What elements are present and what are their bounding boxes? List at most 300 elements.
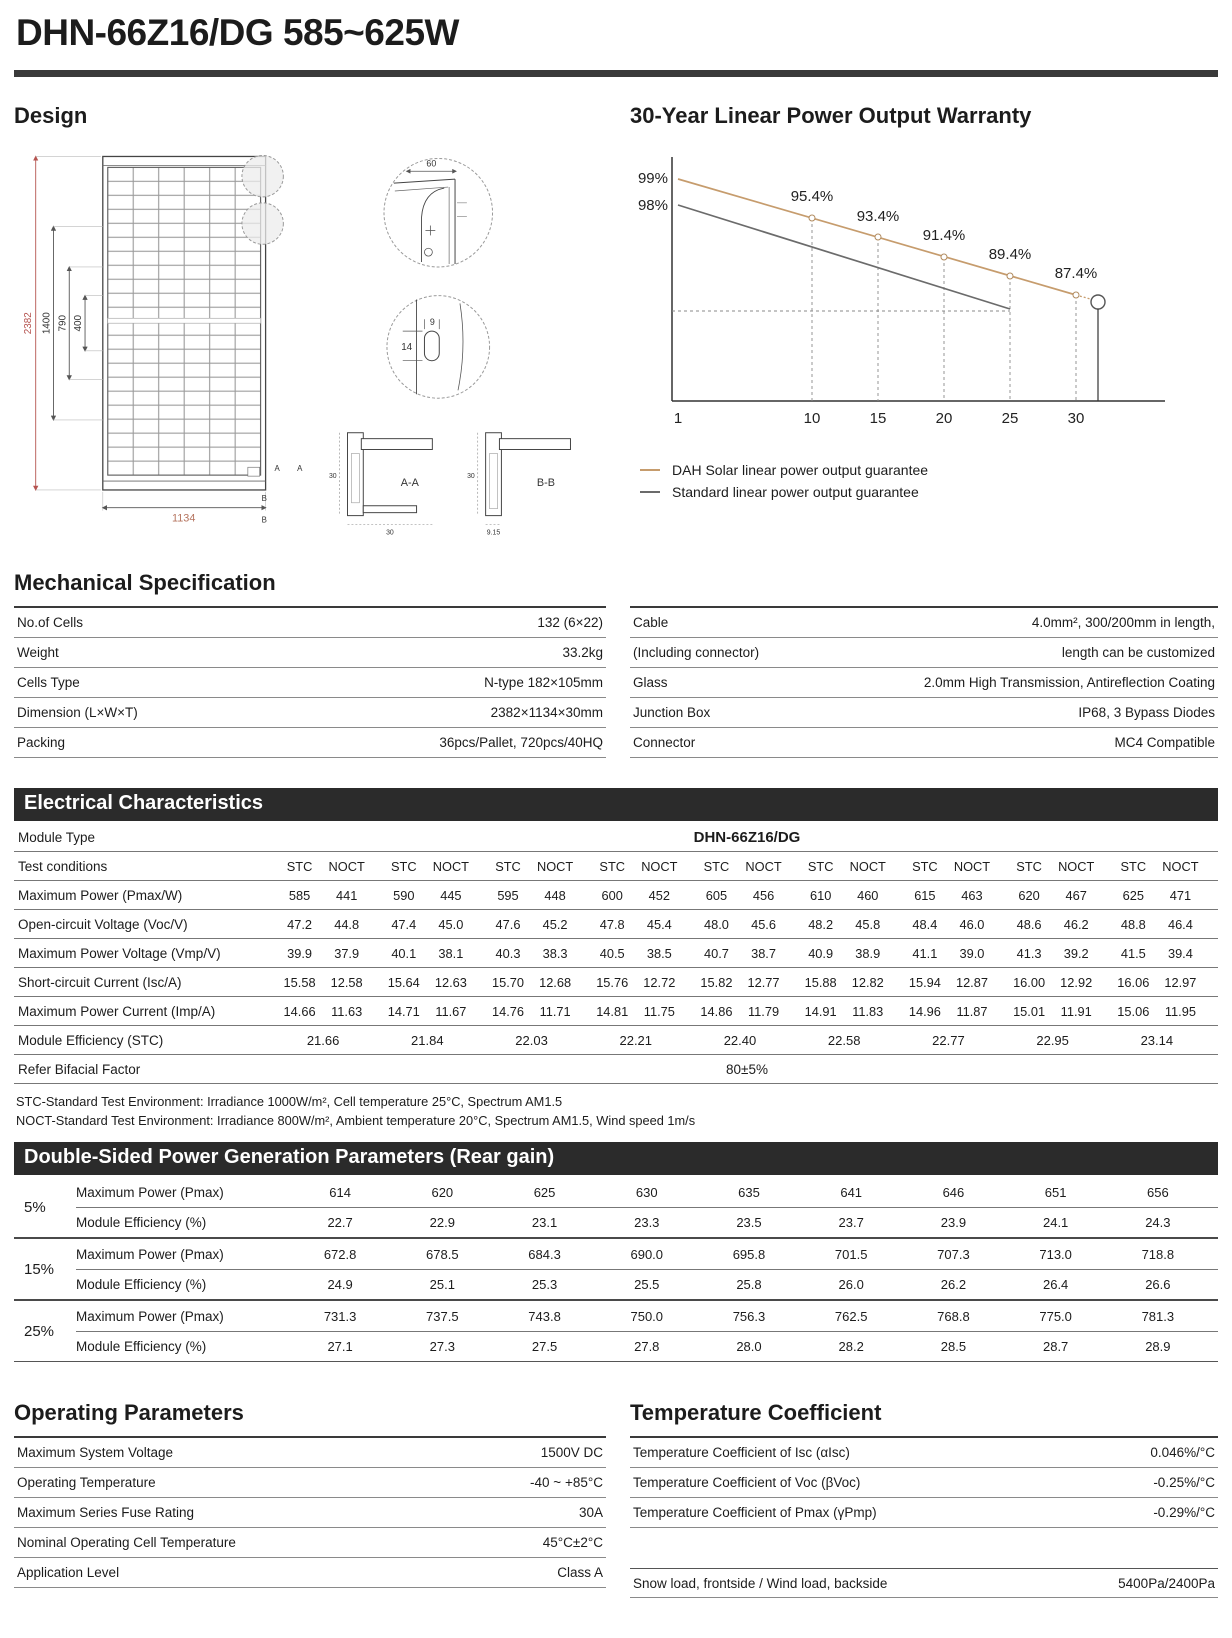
- value-pair: [589, 946, 683, 961]
- value-pair: [693, 917, 787, 932]
- stc-header: STC: [1016, 858, 1042, 874]
- section-bb-dim-h: 30: [467, 473, 475, 481]
- point-label-87: 87.4%: [1054, 265, 1098, 282]
- x-tick-20: 20: [935, 410, 953, 427]
- dim-400-label: 400: [73, 314, 85, 332]
- section-aa-dim-h: 30: [328, 473, 337, 481]
- efficiency-row: [14, 1026, 1218, 1055]
- row-label: Maximum Power (Pmax): [76, 1246, 224, 1262]
- dim-1134-label: 1134: [172, 512, 196, 525]
- value-pair: [1006, 975, 1100, 990]
- stc-value: 41.1: [912, 945, 938, 961]
- spec-row: [630, 1498, 1218, 1528]
- mechanical-section: [14, 570, 1218, 758]
- efficiency-value: 22.95: [1036, 1032, 1069, 1048]
- point-label-95: 95.4%: [790, 188, 834, 205]
- chart-legend: [640, 462, 1218, 500]
- stc-noct-header-pair: [901, 859, 995, 874]
- load-row: [630, 1568, 1218, 1598]
- efficiency-value: 28.5: [940, 1339, 967, 1355]
- value-pair: [1110, 946, 1204, 961]
- noct-header: NOCT: [1058, 858, 1095, 874]
- endpoint-marker: [1091, 295, 1105, 309]
- pmax-value: 737.5: [426, 1308, 459, 1324]
- pmax-value: 684.3: [528, 1246, 561, 1262]
- noct-value: 12.63: [434, 974, 467, 990]
- stc-value: 590: [393, 887, 415, 903]
- efficiency-value: 22.7: [327, 1215, 353, 1231]
- spec-label: (Including connector): [633, 645, 760, 660]
- stc-value: 610: [809, 887, 832, 903]
- stc-value: 15.88: [804, 974, 837, 990]
- value-pair: [1110, 1004, 1204, 1019]
- value-pair: [693, 975, 787, 990]
- spec-value: 2382×1134×30mm: [490, 705, 603, 720]
- efficiency-value: 27.8: [634, 1339, 660, 1355]
- spec-value: -0.29%/°C: [1153, 1505, 1215, 1521]
- temperature-section: [630, 1400, 1218, 1598]
- noct-value: 452: [648, 887, 670, 903]
- noct-value: 11.87: [956, 1003, 988, 1019]
- point-label-89: 89.4%: [988, 246, 1032, 263]
- pmax-value: 743.8: [528, 1308, 561, 1324]
- pmax-value: 625: [533, 1184, 556, 1200]
- value-pair: [901, 888, 995, 903]
- stc-value: 600: [601, 887, 623, 903]
- noct-value: 12.87: [955, 974, 988, 990]
- value-pair: [276, 888, 370, 903]
- section-marker-a2: A: [297, 464, 303, 474]
- value-pair: [380, 975, 474, 990]
- efficiency-value: 25.8: [736, 1277, 762, 1293]
- spec-value: 1500V DC: [540, 1445, 603, 1461]
- stc-note: STC-Standard Test Environment: Irradiance 1000W/m², Cell temperature 25°C, Spectrum AM1.5: [16, 1094, 563, 1109]
- stc-value: 48.0: [703, 916, 729, 932]
- pmax-value: 656: [1147, 1184, 1169, 1200]
- stc-header: STC: [1120, 858, 1147, 874]
- stc-value: 40.5: [599, 945, 625, 961]
- noct-value: 12.77: [747, 974, 780, 990]
- noct-value: 39.0: [959, 945, 985, 961]
- efficiency-value: 28.7: [1042, 1339, 1069, 1355]
- module-type-value: DHN-66Z16/DG: [693, 828, 801, 846]
- pmax-value: 713.0: [1039, 1246, 1072, 1262]
- noct-value: 45.6: [751, 916, 776, 932]
- noct-value: 460: [857, 887, 879, 903]
- pmax-value: 718.8: [1141, 1246, 1175, 1262]
- stc-noct-header-pair: [589, 859, 683, 874]
- rear-gain-banner: Double-Sided Power Generation Parameters (Rear gain): [14, 1142, 1218, 1175]
- noct-value: 46.4: [1167, 916, 1193, 932]
- corner-detail: [384, 158, 493, 267]
- stc-noct-header-pair: [380, 859, 474, 874]
- stc-noct-header-pair: [1006, 859, 1100, 874]
- stc-header: STC: [807, 858, 834, 874]
- spec-value: -0.25%/°C: [1153, 1475, 1215, 1491]
- stc-value: 16.00: [1013, 974, 1046, 990]
- efficiency-value: 23.14: [1140, 1032, 1174, 1048]
- hole-dim-9: 9: [429, 317, 435, 328]
- pmax-value: 756.3: [732, 1308, 766, 1324]
- stc-value: 47.2: [287, 916, 313, 932]
- electrical-banner: Electrical Characteristics: [14, 788, 1218, 821]
- point-label-91: 91.4%: [922, 227, 966, 244]
- title-rule: [14, 70, 1218, 77]
- noct-value: 38.9: [855, 945, 881, 961]
- x-tick-10: 10: [803, 410, 821, 427]
- design-section: [14, 103, 606, 544]
- stc-value: 47.6: [495, 916, 521, 932]
- pmax-value: 646: [942, 1184, 965, 1200]
- pmax-value: 775.0: [1039, 1308, 1072, 1324]
- section-marker-b2: B: [261, 515, 267, 525]
- noct-value: 467: [1065, 887, 1087, 903]
- noct-value: 456: [752, 887, 775, 903]
- section-aa-dim-w: 30: [386, 529, 394, 537]
- operating-section: [14, 1400, 606, 1598]
- spec-value: 4.0mm², 300/200mm in length,: [1031, 615, 1215, 630]
- bifacial-row: [14, 1055, 1218, 1084]
- pmax-value: 762.5: [834, 1308, 868, 1324]
- efficiency-value: 22.58: [827, 1032, 861, 1048]
- value-pair: [380, 917, 474, 932]
- noct-value: 46.2: [1063, 916, 1089, 932]
- spec-row: [630, 728, 1218, 758]
- stc-value: 15.82: [700, 974, 733, 990]
- stc-value: 47.4: [391, 916, 417, 932]
- efficiency-value: 22.21: [619, 1032, 653, 1048]
- spec-row: [14, 1528, 606, 1558]
- spec-value: 36pcs/Pallet, 720pcs/40HQ: [439, 735, 603, 750]
- value-pair: [901, 975, 995, 990]
- value-pair: [797, 917, 891, 932]
- value-pair: [693, 946, 787, 961]
- spec-label: Temperature Coefficient of Pmax (γPmp): [633, 1505, 877, 1521]
- efficiency-value: 23.1: [531, 1215, 558, 1231]
- noct-value: 38.7: [751, 945, 776, 961]
- value-pair: [589, 888, 683, 903]
- stc-noct-header-pair: [693, 859, 787, 874]
- efficiency-value: 28.9: [1145, 1339, 1171, 1355]
- noct-header: NOCT: [328, 858, 365, 874]
- value-pair: [797, 1004, 891, 1019]
- rear-gain-section: [14, 1142, 1218, 1362]
- point-label-93: 93.4%: [856, 208, 900, 225]
- top-section: [14, 103, 1218, 544]
- spec-row: [14, 728, 606, 758]
- spec-label: Temperature Coefficient of Voc (βVoc): [633, 1475, 861, 1491]
- pmax-row: [76, 1239, 1218, 1269]
- value-pair: [276, 917, 370, 932]
- spec-row: [630, 1438, 1218, 1468]
- temperature-table: [630, 1436, 1218, 1528]
- stc-value: 40.1: [391, 945, 417, 961]
- stc-value: 14.81: [596, 1003, 629, 1019]
- stc-value: 47.8: [599, 916, 625, 932]
- value-pair: [1006, 888, 1100, 903]
- spec-value: -40 ~ +85°C: [530, 1475, 603, 1491]
- spec-value: Class A: [557, 1565, 603, 1581]
- stc-noct-header-pair: [797, 859, 891, 874]
- legend-label-standard: Standard linear power output guarantee: [672, 484, 919, 500]
- pmax-value: 651: [1044, 1184, 1067, 1200]
- legend-item-dah: [640, 462, 1218, 478]
- stc-value: 625: [1122, 887, 1144, 903]
- rear-gain-group-25: [14, 1301, 1218, 1362]
- value-pair: [380, 888, 474, 903]
- stc-value: 41.3: [1016, 945, 1042, 961]
- section-marker-b1: B: [261, 493, 267, 503]
- value-pair: [1006, 1004, 1100, 1019]
- stc-value: 14.86: [700, 1003, 733, 1019]
- noct-header: NOCT: [641, 858, 678, 874]
- row-label: Module Efficiency (STC): [18, 1032, 164, 1048]
- stc-noct-header-pair: [484, 859, 578, 874]
- noct-value: 37.9: [334, 945, 360, 961]
- noct-value: 12.58: [330, 974, 363, 990]
- noct-value: 46.0: [959, 916, 985, 932]
- stc-header: STC: [912, 858, 938, 874]
- spec-value: IP68, 3 Bypass Diodes: [1078, 705, 1215, 720]
- bifacial-value: 80±5%: [726, 1061, 768, 1077]
- efficiency-value: 23.3: [634, 1215, 660, 1231]
- value-pair: [693, 1004, 787, 1019]
- operating-table: [14, 1436, 606, 1588]
- stc-header: STC: [390, 858, 417, 874]
- stc-value: 39.9: [287, 945, 313, 961]
- spec-label: Connector: [633, 735, 696, 750]
- noct-value: 45.0: [438, 916, 464, 932]
- rear-gain-group-5: [14, 1177, 1218, 1239]
- stc-value: 15.58: [283, 974, 316, 990]
- pmax-value: 701.5: [834, 1246, 868, 1262]
- spec-row: [14, 1558, 606, 1588]
- panel-front-view: [103, 156, 266, 489]
- stc-value: 48.2: [808, 916, 834, 932]
- spec-value: length can be customized: [1061, 645, 1215, 660]
- spec-label: Weight: [17, 645, 59, 660]
- pmax-row: [76, 1177, 1218, 1207]
- noct-header: NOCT: [1162, 858, 1199, 874]
- efficiency-value: 21.66: [306, 1032, 340, 1048]
- pmax-row: [14, 881, 1218, 910]
- efficiency-value: 26.6: [1145, 1277, 1171, 1293]
- spec-label: Maximum Series Fuse Rating: [17, 1505, 195, 1521]
- noct-value: 11.95: [1164, 1003, 1196, 1019]
- noct-value: 38.5: [646, 945, 672, 961]
- spec-row: [14, 1438, 606, 1468]
- noct-header: NOCT: [536, 858, 574, 874]
- value-pair: [484, 888, 578, 903]
- stc-value: 40.9: [808, 945, 834, 961]
- efficiency-value: 27.1: [327, 1339, 353, 1355]
- pmax-value: 614: [329, 1184, 351, 1200]
- value-pair: [1110, 888, 1204, 903]
- spec-row: [630, 608, 1218, 638]
- stc-value: 16.06: [1117, 974, 1150, 990]
- stc-value: 14.66: [283, 1003, 316, 1019]
- section-bb-label: B-B: [536, 477, 556, 490]
- value-pair: [1110, 917, 1204, 932]
- value-pair: [797, 975, 891, 990]
- section-bb-dim-w: 9.15: [486, 529, 501, 537]
- row-label: Open-circuit Voltage (Voc/V): [18, 916, 188, 932]
- row-label: Maximum Power Current (Imp/A): [18, 1003, 216, 1019]
- efficiency-value: 25.3: [531, 1277, 558, 1293]
- stc-value: 14.76: [491, 1003, 524, 1019]
- section-bb: [467, 433, 570, 537]
- efficiency-value: 21.84: [411, 1032, 444, 1048]
- efficiency-value: 25.1: [429, 1277, 455, 1293]
- value-pair: [901, 1004, 995, 1019]
- spec-label: Packing: [17, 735, 66, 750]
- noct-value: 45.8: [855, 916, 881, 932]
- spec-label: Nominal Operating Cell Temperature: [17, 1535, 236, 1551]
- noct-value: 45.4: [646, 916, 672, 932]
- efficiency-row: [76, 1269, 1218, 1299]
- dah-line-swatch-icon: [640, 469, 660, 471]
- spec-label: Operating Temperature: [17, 1475, 156, 1491]
- stc-header: STC: [286, 858, 313, 874]
- noct-header: NOCT: [953, 858, 991, 874]
- value-pair: [589, 1004, 683, 1019]
- section-marker-a1: A: [274, 464, 280, 474]
- test-condition-notes: [14, 1092, 1218, 1130]
- stc-value: 14.71: [387, 1003, 420, 1019]
- stc-value: 14.91: [804, 1003, 837, 1019]
- pmax-value: 707.3: [937, 1246, 970, 1262]
- pmax-value: 620: [431, 1184, 454, 1200]
- value-pair: [589, 917, 683, 932]
- row-label: Maximum Power (Pmax): [76, 1184, 224, 1200]
- efficiency-value: 22.9: [429, 1215, 455, 1231]
- stc-value: 41.5: [1120, 945, 1146, 961]
- section-aa: [329, 433, 432, 537]
- spec-row: [14, 698, 606, 728]
- vmp-row: [14, 939, 1218, 968]
- stc-value: 585: [288, 887, 311, 903]
- noct-value: 11.63: [331, 1003, 363, 1019]
- y-label-99: 99%: [637, 170, 668, 187]
- pmax-value: 731.3: [323, 1308, 357, 1324]
- value-pair: [589, 975, 683, 990]
- isc-row: [14, 968, 1218, 997]
- test-conditions-row: [14, 852, 1218, 881]
- noct-value: 11.91: [1060, 1003, 1092, 1019]
- spec-value: 45°C±2°C: [542, 1535, 603, 1551]
- value-pair: [797, 888, 891, 903]
- stc-value: 15.76: [596, 974, 629, 990]
- noct-value: 12.92: [1060, 974, 1093, 990]
- pmax-value: 672.8: [323, 1246, 357, 1262]
- stc-value: 40.3: [495, 945, 521, 961]
- stc-value: 15.94: [908, 974, 941, 990]
- spec-value: 33.2kg: [562, 645, 603, 660]
- y-label-98: 98%: [637, 197, 668, 214]
- spec-label: Application Level: [17, 1565, 120, 1581]
- operating-heading: Operating Parameters: [14, 1400, 244, 1426]
- dim-2382-label: 2382: [22, 312, 34, 335]
- stc-header: STC: [599, 858, 626, 874]
- value-pair: [1110, 975, 1204, 990]
- stc-value: 605: [705, 887, 728, 903]
- stc-value: 620: [1018, 887, 1040, 903]
- spec-value: 0.046%/°C: [1150, 1445, 1215, 1461]
- efficiency-value: 26.0: [838, 1277, 864, 1293]
- dim-1400-label: 1400: [41, 312, 53, 335]
- pmax-value: 695.8: [732, 1246, 766, 1262]
- warranty-chart: [630, 139, 1210, 441]
- load-label: Snow load, frontside / Wind load, backside: [633, 1575, 888, 1591]
- value-pair: [484, 975, 578, 990]
- efficiency-value: 24.3: [1145, 1215, 1171, 1231]
- voc-row: [14, 910, 1218, 939]
- value-pair: [1006, 946, 1100, 961]
- spec-label: Cable: [633, 615, 669, 630]
- detail-circle-top: [242, 155, 283, 196]
- pmax-value: 678.5: [426, 1246, 459, 1262]
- noct-value: 11.75: [643, 1003, 675, 1019]
- stc-value: 14.96: [908, 1003, 941, 1019]
- stc-value: 15.06: [1117, 1003, 1150, 1019]
- pmax-value: 635: [738, 1184, 760, 1200]
- dim-790-label: 790: [57, 314, 69, 332]
- spec-row: [630, 698, 1218, 728]
- spec-label: Junction Box: [633, 705, 711, 720]
- temperature-heading: Temperature Coefficient: [630, 1400, 882, 1426]
- x-tick-25: 25: [1001, 410, 1019, 427]
- value-pair: [276, 946, 370, 961]
- efficiency-value: 22.77: [932, 1032, 965, 1048]
- detail-circle-hole: [242, 203, 283, 244]
- stc-value: 48.8: [1120, 916, 1146, 932]
- design-drawing: [14, 139, 606, 539]
- pmax-value: 781.3: [1141, 1308, 1175, 1324]
- page-title: DHN-66Z16/DG 585~625W: [16, 12, 459, 53]
- mechanical-table-right: [630, 606, 1218, 758]
- value-pair: [484, 946, 578, 961]
- efficiency-row: [76, 1207, 1218, 1237]
- pmax-value: 690.0: [630, 1246, 664, 1262]
- stc-value: 40.7: [703, 945, 729, 961]
- section-aa-label: A-A: [400, 477, 419, 490]
- noct-header: NOCT: [849, 858, 886, 874]
- value-pair: [380, 946, 474, 961]
- noct-value: 445: [440, 887, 462, 903]
- hole-dim-14: 14: [401, 341, 413, 353]
- row-label: Refer Bifacial Factor: [18, 1061, 141, 1077]
- x-tick-1: 1: [673, 410, 683, 427]
- noct-value: 38.3: [542, 945, 568, 961]
- spec-label: Glass: [633, 675, 668, 690]
- value-pair: [276, 975, 370, 990]
- pmax-value: 641: [840, 1184, 863, 1200]
- spec-row: [14, 1498, 606, 1528]
- row-label: Module Efficiency (%): [76, 1215, 207, 1231]
- spec-row: [630, 638, 1218, 668]
- efficiency-row: [76, 1331, 1218, 1361]
- value-pair: [797, 946, 891, 961]
- efficiency-value: 26.2: [940, 1277, 967, 1293]
- efficiency-value: 22.03: [515, 1032, 548, 1048]
- noct-value: 12.82: [851, 974, 884, 990]
- spec-label: No.of Cells: [17, 615, 84, 630]
- stc-value: 48.4: [912, 916, 938, 932]
- bottom-section: [14, 1400, 1218, 1598]
- warranty-section: [630, 103, 1218, 544]
- noct-value: 11.83: [852, 1003, 884, 1019]
- stc-value: 15.70: [491, 974, 524, 990]
